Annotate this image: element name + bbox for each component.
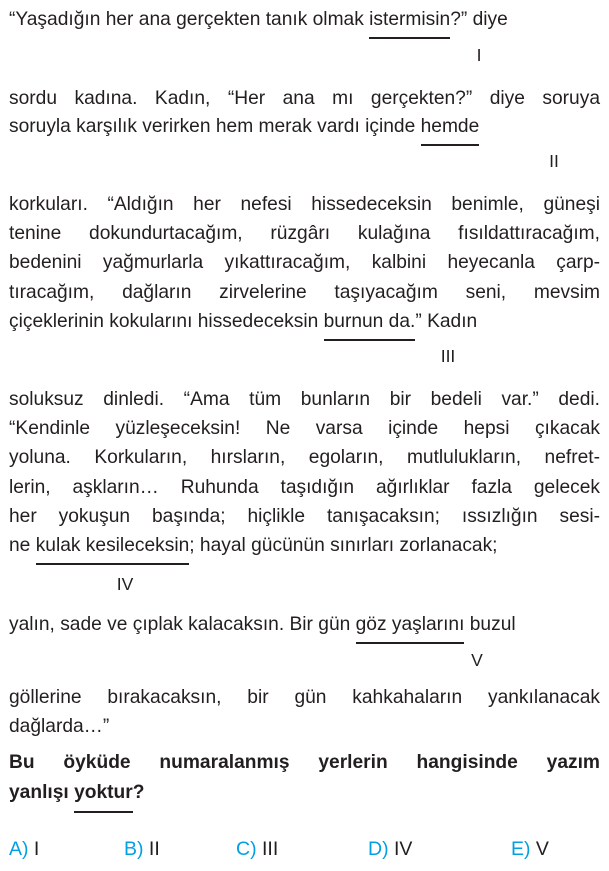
option-letter: B): [124, 838, 144, 860]
underlined-item-3: burnun da.: [323, 311, 416, 332]
passage-line-14: [9, 534, 600, 558]
text: ” Kadın: [415, 311, 478, 332]
passage-line-2: sordu kadına. Kadın, “Her ana mı gerçekten?” diye soruya: [9, 88, 600, 109]
passage-line-10: “Kendinle yüzleşeceksin! Ne varsa içinde hepsi çıkacak: [9, 418, 600, 439]
option-e[interactable]: [511, 838, 549, 861]
text: ?: [132, 782, 145, 803]
question-line-2: [9, 780, 600, 806]
option-letter: E): [511, 838, 531, 860]
option-letter: C): [236, 838, 257, 860]
option-text: IV: [394, 838, 413, 860]
passage-line-6: bedenini yağmurlarla yıkattıracağım, kalbini heyecanla çarp-: [9, 252, 600, 273]
text: ; hayal gücünün sınırları zorlanacak;: [189, 535, 498, 556]
passage-line-9: soluksuz dinledi. “Ama tüm bunların bir bedeli var.” dedi.: [9, 389, 600, 410]
passage-line-3: [9, 115, 600, 139]
option-text: I: [33, 838, 40, 860]
text: yanlışı: [9, 782, 75, 803]
text: “Yaşadığın her ana gerçekten tanık olmak: [9, 9, 370, 30]
option-d[interactable]: [368, 838, 412, 861]
underlined-item-4: kulak kesileceksin: [35, 535, 190, 556]
passage-line-7: tıracağım, dağların zirvelerine taşıyacağım seni, mevsim: [9, 282, 600, 303]
passage-line-15: [9, 613, 600, 637]
text: ?” diye: [450, 9, 508, 30]
passage-line-8: [9, 310, 600, 334]
marker-4: IV: [116, 574, 134, 594]
marker-5: V: [471, 650, 483, 670]
underlined-item-2: hemde: [420, 116, 480, 137]
passage-line-13: her yokuşun başında; hiçlikle tanışacaksın; ıssızlığın sesi-: [9, 506, 600, 527]
text: ne: [9, 535, 36, 556]
option-b[interactable]: [124, 838, 160, 861]
passage-line-17: dağlarda…”: [9, 716, 110, 737]
underlined-item-1: istermisin: [369, 9, 451, 30]
question-line-1: Bu öyküde numaralanmış yerlerin hangisinde yazım: [9, 752, 600, 773]
marker-2: II: [549, 151, 559, 171]
answer-options: [9, 838, 600, 866]
option-text: V: [535, 838, 549, 860]
option-text: II: [148, 838, 160, 860]
marker-1: I: [476, 45, 482, 65]
option-letter: D): [368, 838, 389, 860]
text: yalın, sade ve çıplak kalacaksın. Bir gün: [9, 614, 356, 635]
passage-line-1: [9, 8, 600, 32]
text: buzul: [464, 614, 516, 635]
text: çiçeklerinin kokularını hissedeceksin: [9, 311, 324, 332]
passage-line-11: yoluna. Korkuların, hırsların, egoların, mutlulukların, nefret-: [9, 447, 600, 468]
emphasis-underline: yoktur: [74, 780, 133, 806]
option-a[interactable]: [9, 838, 39, 861]
option-text: III: [262, 838, 279, 860]
passage-line-16: göllerine bırakacaksın, bir gün kahkahaların yankılanacak: [9, 687, 600, 708]
option-letter: A): [9, 838, 29, 860]
underlined-item-5: göz yaşlarını: [355, 614, 465, 635]
option-c[interactable]: [236, 838, 278, 861]
passage-line-12: lerin, aşkların… Ruhunda taşıdığın ağırlıklar fazla gelecek: [9, 477, 600, 498]
marker-3: III: [440, 346, 456, 366]
passage-line-4: korkuları. “Aldığın her nefesi hissedeceksin benimle, güneşi: [9, 194, 600, 215]
text: soruyla karşılık verirken hem merak vardı içinde: [9, 116, 421, 137]
passage-line-5: tenine dokundurtacağım, rüzgârı kulağına fısıldattıracağım,: [9, 223, 600, 244]
